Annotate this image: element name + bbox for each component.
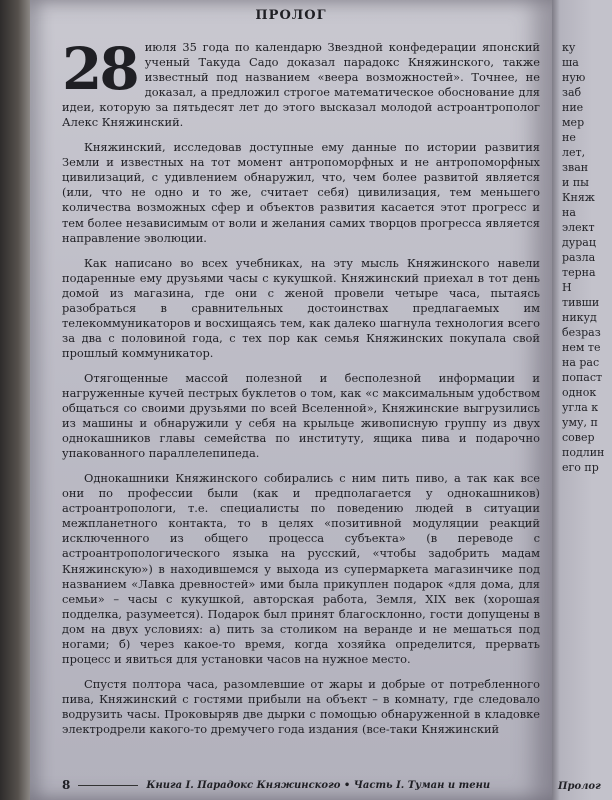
paragraph-6: Спустя полтора часа, разомлевшие от жары и добрые от потребленного пива, Княжинский с гостями прибыли на объект – в комнату, где следовало водрузить часы. Проковыряв две дырки с помощью обнаруженной в кладовке электродрели какого-то дремучего года издания (все-таки Княжинский (62, 676, 540, 736)
next-line: лет, (562, 146, 586, 159)
next-line: совер (562, 431, 595, 444)
next-line: его пр (562, 461, 599, 474)
next-line: не (562, 131, 576, 144)
next-line: Н (562, 281, 572, 294)
footer-rule (78, 785, 138, 786)
next-line: уму, п (562, 416, 598, 429)
next-line: терна (562, 266, 596, 279)
next-line: мер (562, 116, 585, 129)
page-header: ПРОЛОГ (255, 8, 327, 23)
dropcap: 28 (62, 35, 137, 103)
next-line: зван (562, 161, 589, 174)
next-line: Княж (562, 191, 595, 204)
next-line: дурац (562, 236, 596, 249)
page-footer (62, 778, 540, 792)
next-line: разла (562, 251, 596, 264)
paragraph-1-text: июля 35 года по календарю Звездной конфедерации японский ученый Такуда Садо доказал парадокс Княжинского, также известный под названием «веера возможностей». Точнее, не доказал, а предложил строгое математическое обоснование для идеи, которую за пятьдесят лет до этого высказал молодой астроантрополог Алекс Княжинский. (62, 40, 540, 130)
next-line: на рас (562, 356, 600, 369)
next-line: ку (562, 41, 576, 54)
next-line: нем те (562, 341, 601, 354)
next-line: подлин (562, 446, 605, 459)
next-line: попаст (562, 371, 603, 384)
page-number: 8 (62, 778, 71, 792)
paragraph-5: Однокашники Княжинского собирались с ним пить пиво, а так как все они по профессии были (как и предполагается у однокашников) астроантропологи, т.е. специалисты по поведению людей в ситуации межпланетного контакта, то в целях «позитивной модуляции реакций исключенного из общего процесса субъекта» (в переводе с астроантропологического языка на русский, «чтобы задобрить мадам Княжинскую») в находившемся у выхода из супермаркета магазинчике под названием «Лавка древностей» ими была прикуплен подарок «для дома, для семьи» – часы с кукушкой, авторская работа, Земля, XIX век (хорошая подделка, разумеется). Подарок был принят благосклонно, гости допущены в дом на двух условиях: а) пить за столиком на веранде и не мешаться под ногами; б) через какое-то время, когда хозяйка определится, прервать процесс и явиться для установки часов на нужное место. (62, 471, 540, 666)
paragraph-3: Как написано во всех учебниках, на эту мысль Княжинского навели подаренные ему друзьями часы с кукушкой. Княжинский приехал в тот день домой из магазина, где они с женой провели четыре часа, пытаясь разобраться в сравнительных достоинствах предлагаемых им телекоммуникаторов и восхищаясь тем, как далеко шагнула технология всего за два с половиной года, с тех пор как семья Княжинских покупала свой прошлый коммуникатор. (62, 255, 540, 360)
next-line: на (562, 206, 576, 219)
next-line: угла к (562, 401, 599, 414)
next-line: заб (562, 86, 582, 99)
paragraph-2: Княжинский, исследовав доступные ему данные по истории развития Земли и известных на тот момент антропоморфных и не антропоморфных цивилизаций, с удивлением обнаружил, что, чем более развитой является (или, что не одно и то же, считает себя) цивилизация, тем меньшего количества возможных сфер и объектов развития касается этот прогресс и тем более независимым от воли и желания самих творцов прогресса является направление эволюции. (62, 140, 540, 245)
next-line: ша (562, 56, 579, 69)
next-line: и пы (562, 176, 589, 189)
page-body (62, 35, 540, 747)
book-page-left (30, 0, 552, 800)
paragraph-4: Отягощенные массой полезной и бесполезной информации и нагруженные кучей пестрых буклетов о том, как «с максимальным удобством общаться со своими друзьями по всей Вселенной», Княжинские выгрузились из машины и обнаружили у себя на крыльце живописную группу из двух однокашников главы семейства по институту, ящика пива и подарочно упакованного параллелепипеда. (62, 370, 540, 461)
next-line: однок (562, 386, 597, 399)
next-line: безраз (562, 326, 601, 339)
book-page-right-edge (552, 0, 612, 800)
next-line: никуд (562, 311, 597, 324)
next-line: элект (562, 221, 595, 234)
next-line: ние (562, 101, 584, 114)
next-line: ную (562, 71, 586, 84)
paragraph-1 (62, 35, 540, 130)
running-title: Книга I. Парадокс Княжинского • Часть I. Туман и тени (146, 779, 491, 791)
next-line: тивши (562, 296, 600, 309)
next-page-footer: Пролог (558, 781, 601, 792)
next-page-lines (562, 40, 604, 475)
